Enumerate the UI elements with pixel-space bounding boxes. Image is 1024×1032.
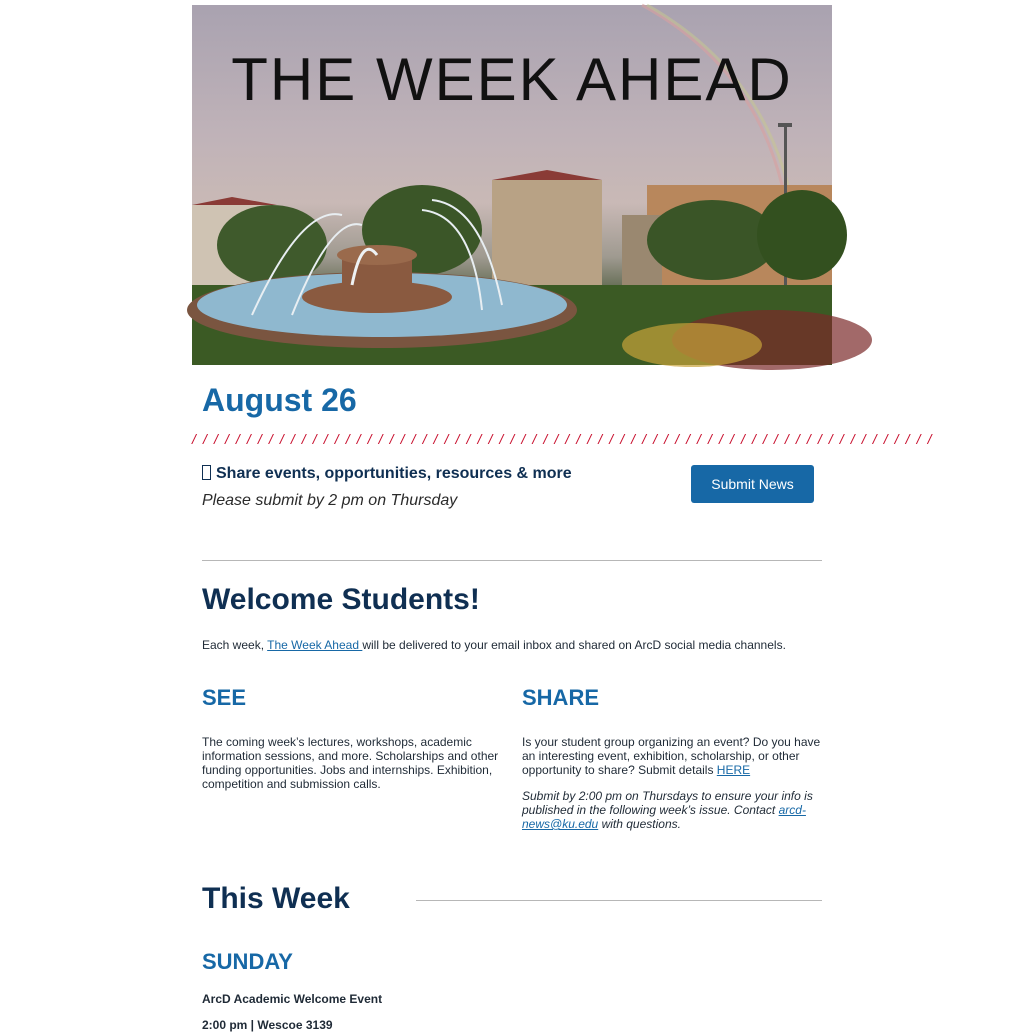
welcome-heading: Welcome Students! <box>202 583 480 616</box>
event-meta: 2:00 pm | Wescoe 3139 <box>202 1018 333 1032</box>
submit-news-button[interactable]: Submit News <box>691 465 814 503</box>
see-heading: SEE <box>202 685 247 710</box>
this-week-divider <box>416 900 822 901</box>
see-column <box>202 685 502 791</box>
submit-deadline: Please submit by 2 pm on Thursday <box>202 492 458 509</box>
this-week-heading: This Week <box>202 882 350 915</box>
week-ahead-link[interactable]: The Week Ahead <box>267 638 363 652</box>
share-column <box>522 685 822 831</box>
share-body: Is your student group organizing an event? Do you have an interesting event, exhibition, scholarship, or other opportunity to share? Submit details HERE <box>522 735 821 777</box>
newsletter <box>192 5 934 1032</box>
submit-news-section <box>202 465 822 525</box>
hero-banner <box>192 5 832 365</box>
see-body: The coming week’s lectures, workshops, academic information sessions, and more. Scholarships and other funding opportunities. Jobs and internships. Exhibition, competition and submission calls. <box>202 735 499 791</box>
day-heading: SUNDAY <box>202 949 293 974</box>
section-divider <box>202 560 822 561</box>
slash-divider: / / / / / / / / / / / / / / / / / / / / / / / / / / / / / / / / / / / / / / / / / / / / / / / / / / / / / / / / / / / / / / / / / / / / <box>192 431 934 447</box>
issue-date: August 26 <box>202 382 357 418</box>
submit-heading: Share events, opportunities, resources & more <box>202 465 572 483</box>
event-title: ArcD Academic Welcome Event <box>202 992 383 1006</box>
submit-here-link[interactable]: HERE <box>716 763 751 777</box>
welcome-intro: Each week, The Week Ahead will be delivered to your email inbox and shared on ArcD social media channels. <box>202 638 786 652</box>
share-note: Submit by 2:00 pm on Thursdays to ensure your info is published in the following week’s issue. Contact arcd-news@ku.edu with questions. <box>522 789 813 831</box>
contact-email-link[interactable]: arcd-news@ku.edu <box>522 803 806 831</box>
share-heading: SHARE <box>522 685 600 710</box>
missing-glyph-icon <box>202 465 211 480</box>
banner-title: THE WEEK AHEAD <box>231 46 793 113</box>
